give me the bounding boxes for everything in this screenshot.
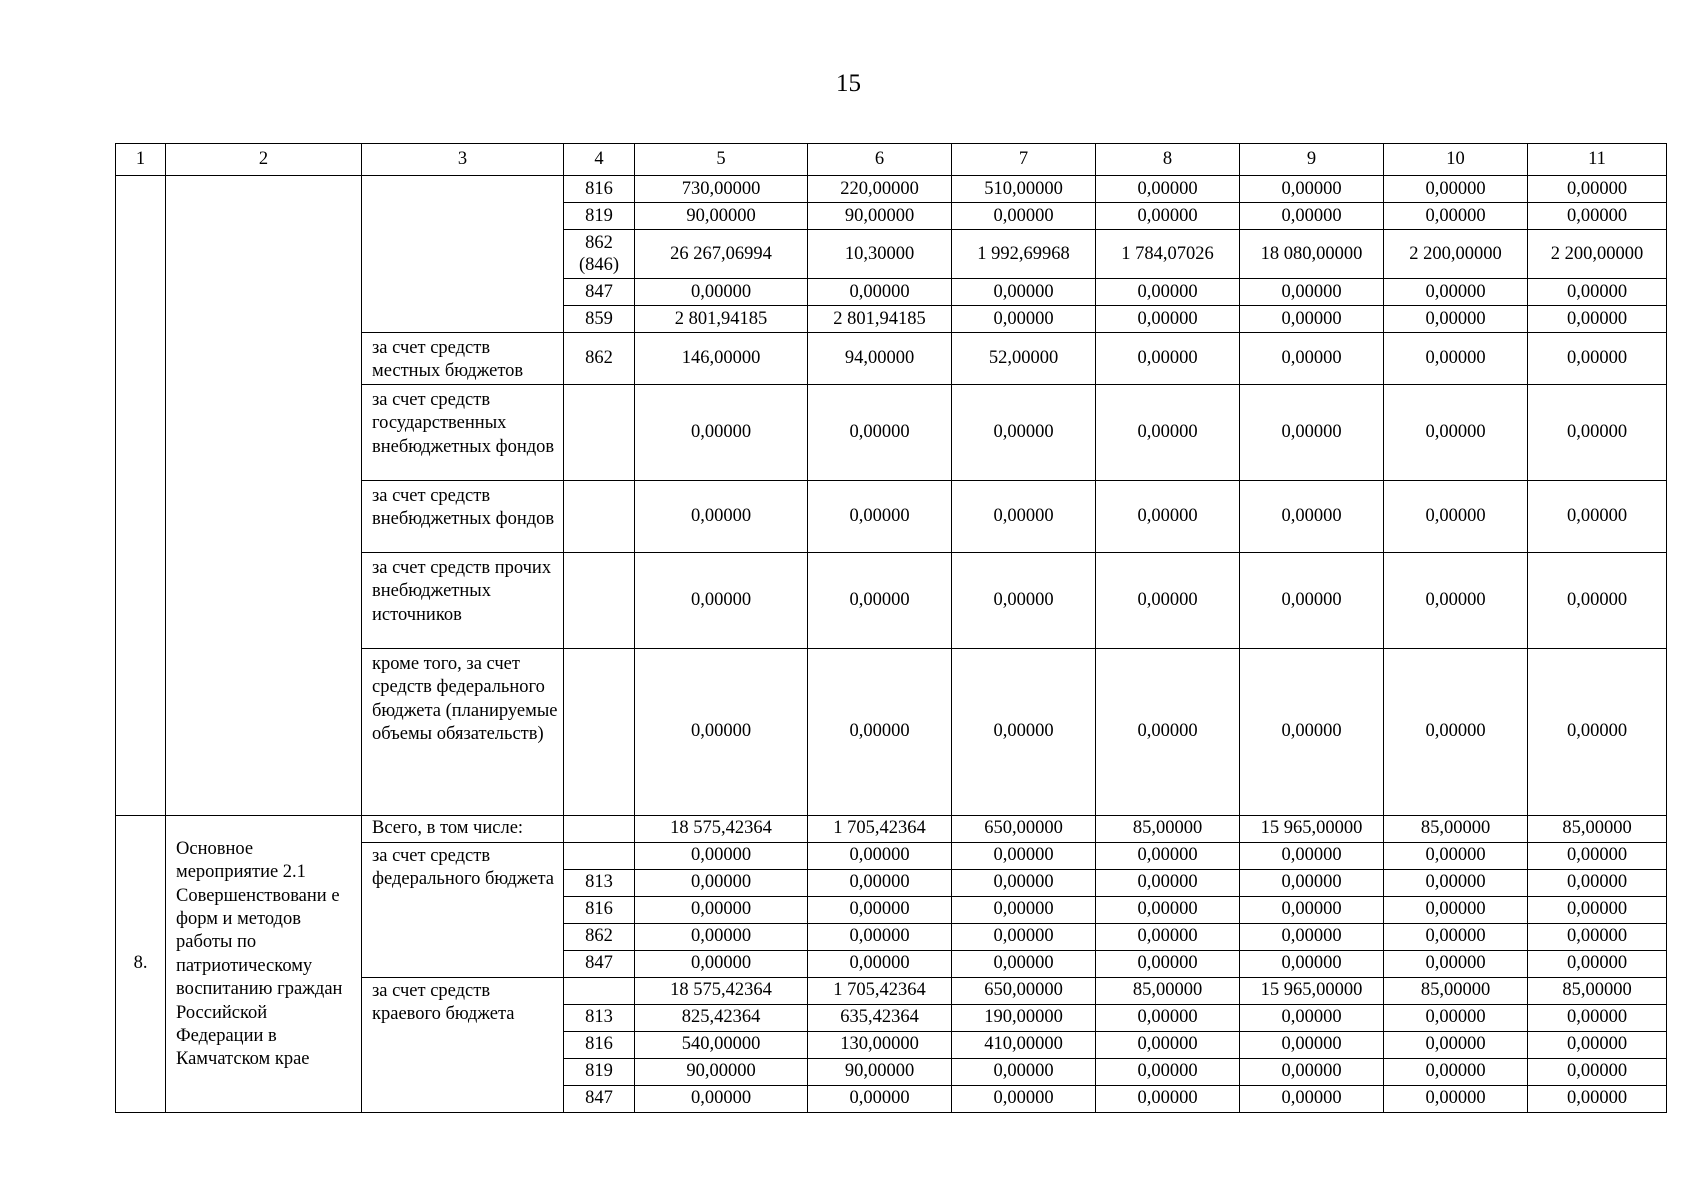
value-cell: 190,00000: [952, 1004, 1096, 1031]
value-cell: 2 200,00000: [1528, 230, 1667, 279]
value-cell: 0,00000: [1096, 203, 1240, 230]
header-cell: 8: [1096, 144, 1240, 176]
value-cell: 1 784,07026: [1096, 230, 1240, 279]
value-cell: 0,00000: [952, 480, 1096, 552]
value-cell: 15 965,00000: [1240, 977, 1384, 1004]
value-cell: 0,00000: [1240, 648, 1384, 815]
value-cell: 94,00000: [808, 333, 952, 385]
value-cell: 0,00000: [1384, 869, 1528, 896]
source-label: за счет средств внебюджетных фондов: [362, 480, 564, 552]
regional-label: за счет средств краевого бюджета: [362, 977, 564, 1112]
code-cell: [564, 384, 635, 480]
value-cell: 0,00000: [1240, 869, 1384, 896]
code-cell: 847: [564, 950, 635, 977]
value-cell: 0,00000: [1528, 203, 1667, 230]
value-cell: 90,00000: [635, 1058, 808, 1085]
value-cell: 0,00000: [1528, 1004, 1667, 1031]
item-number: 8.: [116, 815, 166, 1112]
source-label: за счет средств местных бюджетов: [362, 333, 564, 385]
value-cell: 1 705,42364: [808, 815, 952, 842]
value-cell: 0,00000: [1528, 648, 1667, 815]
empty-name-cell: [166, 176, 362, 816]
header-cell: 7: [952, 144, 1096, 176]
header-cell: 1: [116, 144, 166, 176]
value-cell: 0,00000: [1384, 1058, 1528, 1085]
value-cell: 825,42364: [635, 1004, 808, 1031]
value-cell: 85,00000: [1528, 977, 1667, 1004]
value-cell: 0,00000: [1240, 384, 1384, 480]
value-cell: 0,00000: [1528, 176, 1667, 203]
value-cell: 0,00000: [808, 869, 952, 896]
code-cell: 816: [564, 896, 635, 923]
item-name: Основное мероприятие 2.1 Совершенствовани е форм и методов работы по патриотическому воспитанию граждан Российской Федерации в Камчатском крае: [166, 815, 362, 1112]
value-cell: 90,00000: [635, 203, 808, 230]
value-cell: 0,00000: [1096, 176, 1240, 203]
value-cell: 0,00000: [1528, 950, 1667, 977]
code-cell: 862: [564, 923, 635, 950]
value-cell: 0,00000: [808, 950, 952, 977]
value-cell: 0,00000: [1384, 842, 1528, 869]
value-cell: 0,00000: [635, 896, 808, 923]
value-cell: 0,00000: [635, 842, 808, 869]
budget-table: [115, 143, 1667, 1113]
value-cell: 510,00000: [952, 176, 1096, 203]
value-cell: 0,00000: [1240, 1031, 1384, 1058]
value-cell: 0,00000: [1384, 333, 1528, 385]
code-cell: [564, 552, 635, 648]
code-cell: 813: [564, 869, 635, 896]
value-cell: 0,00000: [1096, 896, 1240, 923]
value-cell: 0,00000: [952, 1085, 1096, 1112]
value-cell: 1 705,42364: [808, 977, 952, 1004]
value-cell: 0,00000: [1528, 896, 1667, 923]
value-cell: 0,00000: [1528, 552, 1667, 648]
value-cell: 85,00000: [1384, 977, 1528, 1004]
header-cell: 5: [635, 144, 808, 176]
value-cell: 0,00000: [952, 896, 1096, 923]
value-cell: 0,00000: [952, 306, 1096, 333]
code-cell: 816: [564, 176, 635, 203]
header-row: [116, 144, 1667, 176]
value-cell: 0,00000: [952, 842, 1096, 869]
value-cell: 15 965,00000: [1240, 815, 1384, 842]
value-cell: 0,00000: [1240, 896, 1384, 923]
value-cell: 0,00000: [1240, 306, 1384, 333]
empty-source-cell: [362, 176, 564, 333]
value-cell: 0,00000: [1240, 480, 1384, 552]
value-cell: 85,00000: [1384, 815, 1528, 842]
value-cell: 0,00000: [635, 552, 808, 648]
value-cell: 0,00000: [1384, 203, 1528, 230]
header-cell: 10: [1384, 144, 1528, 176]
header-cell: 2: [166, 144, 362, 176]
value-cell: 0,00000: [1240, 176, 1384, 203]
code-cell: 859: [564, 306, 635, 333]
value-cell: 0,00000: [1384, 648, 1528, 815]
total-label: Всего, в том числе:: [362, 815, 564, 842]
value-cell: 0,00000: [1096, 1031, 1240, 1058]
value-cell: 0,00000: [1528, 923, 1667, 950]
value-cell: 0,00000: [635, 480, 808, 552]
value-cell: 0,00000: [635, 1085, 808, 1112]
code-cell: 813: [564, 1004, 635, 1031]
federal-label: за счет средств федерального бюджета: [362, 842, 564, 977]
value-cell: 540,00000: [635, 1031, 808, 1058]
value-cell: 0,00000: [635, 923, 808, 950]
value-cell: 2 200,00000: [1384, 230, 1528, 279]
value-cell: 650,00000: [952, 977, 1096, 1004]
value-cell: 0,00000: [952, 279, 1096, 306]
source-label: за счет средств прочих внебюджетных источников: [362, 552, 564, 648]
code-cell: 816: [564, 1031, 635, 1058]
value-cell: 0,00000: [1384, 306, 1528, 333]
value-cell: 0,00000: [952, 648, 1096, 815]
page-number: 15: [836, 70, 861, 97]
value-cell: 0,00000: [1384, 1085, 1528, 1112]
code-cell: 819: [564, 1058, 635, 1085]
value-cell: 90,00000: [808, 203, 952, 230]
value-cell: 0,00000: [1096, 842, 1240, 869]
value-cell: 0,00000: [952, 552, 1096, 648]
value-cell: 0,00000: [1096, 1085, 1240, 1112]
value-cell: 26 267,06994: [635, 230, 808, 279]
value-cell: 0,00000: [1096, 1058, 1240, 1085]
source-label: за счет средств государственных внебюджетных фондов: [362, 384, 564, 480]
value-cell: 0,00000: [1240, 279, 1384, 306]
header-cell: 6: [808, 144, 952, 176]
value-cell: 0,00000: [1096, 552, 1240, 648]
value-cell: 0,00000: [952, 950, 1096, 977]
code-cell: [564, 480, 635, 552]
value-cell: 220,00000: [808, 176, 952, 203]
value-cell: 0,00000: [808, 923, 952, 950]
value-cell: 0,00000: [1096, 923, 1240, 950]
code-cell: 847: [564, 279, 635, 306]
header-cell: 3: [362, 144, 564, 176]
code-cell: [564, 815, 635, 842]
header-cell: 9: [1240, 144, 1384, 176]
header-cell: 4: [564, 144, 635, 176]
value-cell: 0,00000: [952, 869, 1096, 896]
value-cell: 0,00000: [808, 1085, 952, 1112]
value-cell: 730,00000: [635, 176, 808, 203]
value-cell: 0,00000: [952, 923, 1096, 950]
value-cell: 0,00000: [1528, 1085, 1667, 1112]
value-cell: 0,00000: [1528, 869, 1667, 896]
value-cell: 18 080,00000: [1240, 230, 1384, 279]
table-row: [116, 176, 1667, 203]
header-cell: 11: [1528, 144, 1667, 176]
value-cell: 0,00000: [1240, 1085, 1384, 1112]
value-cell: 0,00000: [952, 384, 1096, 480]
value-cell: 0,00000: [1240, 552, 1384, 648]
value-cell: 0,00000: [1384, 1004, 1528, 1031]
value-cell: 85,00000: [1096, 815, 1240, 842]
value-cell: 0,00000: [1096, 950, 1240, 977]
value-cell: 0,00000: [1240, 842, 1384, 869]
value-cell: 650,00000: [952, 815, 1096, 842]
value-cell: 0,00000: [952, 203, 1096, 230]
value-cell: 85,00000: [1096, 977, 1240, 1004]
value-cell: 0,00000: [1384, 896, 1528, 923]
value-cell: 0,00000: [1096, 279, 1240, 306]
value-cell: 0,00000: [1528, 384, 1667, 480]
value-cell: 0,00000: [635, 279, 808, 306]
source-label: кроме того, за счет средств федерального бюджета (планируемые объемы обязательств): [362, 648, 564, 815]
value-cell: 52,00000: [952, 333, 1096, 385]
value-cell: 0,00000: [1096, 648, 1240, 815]
value-cell: 0,00000: [1240, 1058, 1384, 1085]
code-cell: 862 (846): [564, 230, 635, 279]
value-cell: 0,00000: [808, 842, 952, 869]
value-cell: 0,00000: [1528, 842, 1667, 869]
value-cell: 0,00000: [1096, 384, 1240, 480]
value-cell: 635,42364: [808, 1004, 952, 1031]
value-cell: 0,00000: [952, 1058, 1096, 1085]
value-cell: 10,30000: [808, 230, 952, 279]
value-cell: 0,00000: [1096, 306, 1240, 333]
value-cell: 1 992,69968: [952, 230, 1096, 279]
value-cell: 2 801,94185: [635, 306, 808, 333]
value-cell: 0,00000: [1528, 279, 1667, 306]
value-cell: 0,00000: [808, 384, 952, 480]
value-cell: 0,00000: [1096, 333, 1240, 385]
value-cell: 85,00000: [1528, 815, 1667, 842]
value-cell: 0,00000: [1528, 306, 1667, 333]
value-cell: 90,00000: [808, 1058, 952, 1085]
value-cell: 0,00000: [808, 648, 952, 815]
value-cell: 0,00000: [1528, 1058, 1667, 1085]
value-cell: 0,00000: [1240, 203, 1384, 230]
value-cell: 18 575,42364: [635, 815, 808, 842]
value-cell: 0,00000: [1528, 333, 1667, 385]
value-cell: 0,00000: [808, 279, 952, 306]
value-cell: 0,00000: [1384, 950, 1528, 977]
value-cell: 0,00000: [1528, 480, 1667, 552]
value-cell: 0,00000: [1384, 279, 1528, 306]
value-cell: 0,00000: [1240, 950, 1384, 977]
value-cell: 0,00000: [1384, 176, 1528, 203]
code-cell: [564, 648, 635, 815]
value-cell: 0,00000: [1096, 480, 1240, 552]
value-cell: 0,00000: [1384, 384, 1528, 480]
value-cell: 0,00000: [1384, 552, 1528, 648]
value-cell: 18 575,42364: [635, 977, 808, 1004]
value-cell: 0,00000: [1240, 1004, 1384, 1031]
code-cell: [564, 842, 635, 869]
value-cell: 0,00000: [1240, 923, 1384, 950]
value-cell: 0,00000: [1240, 333, 1384, 385]
value-cell: 0,00000: [1384, 480, 1528, 552]
value-cell: 130,00000: [808, 1031, 952, 1058]
table-row: [116, 815, 1667, 842]
code-cell: 862: [564, 333, 635, 385]
value-cell: 0,00000: [635, 869, 808, 896]
value-cell: 0,00000: [1528, 1031, 1667, 1058]
value-cell: 146,00000: [635, 333, 808, 385]
value-cell: 0,00000: [635, 950, 808, 977]
empty-number-cell: [116, 176, 166, 816]
value-cell: 0,00000: [808, 552, 952, 648]
code-cell: [564, 977, 635, 1004]
value-cell: 0,00000: [1384, 923, 1528, 950]
value-cell: 0,00000: [1096, 1004, 1240, 1031]
value-cell: 0,00000: [635, 648, 808, 815]
value-cell: 0,00000: [1096, 869, 1240, 896]
code-cell: 819: [564, 203, 635, 230]
value-cell: 0,00000: [1384, 1031, 1528, 1058]
value-cell: 0,00000: [808, 896, 952, 923]
code-cell: 847: [564, 1085, 635, 1112]
value-cell: 410,00000: [952, 1031, 1096, 1058]
value-cell: 0,00000: [808, 480, 952, 552]
value-cell: 2 801,94185: [808, 306, 952, 333]
value-cell: 0,00000: [635, 384, 808, 480]
